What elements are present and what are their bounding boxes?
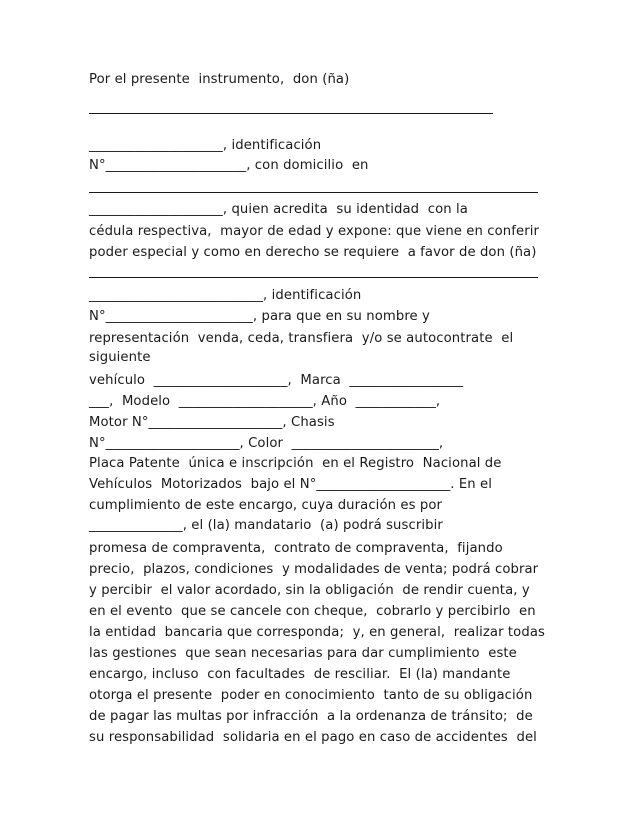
text-line-02: ____________________, identificación bbox=[89, 138, 322, 153]
blank-line-a bbox=[89, 113, 493, 114]
text-line-12: ___, Modelo ____________________, Año ____________, bbox=[89, 394, 441, 409]
text-line-04: ____________________, quien acredita su identidad con la bbox=[89, 202, 468, 217]
text-line-17: cumplimiento de este encargo, cuya duración es por bbox=[89, 498, 443, 513]
text-line-10: siguiente bbox=[89, 350, 151, 365]
text-line-14: N°____________________, Color ______________________, bbox=[89, 436, 444, 451]
text-line-01: Por el presente instrumento, don (ña) bbox=[89, 72, 350, 87]
text-line-18: ______________, el (la) mandatario (a) podrá suscribir bbox=[89, 518, 443, 533]
text-line-19: promesa de compraventa, contrato de compraventa, fijando bbox=[89, 541, 503, 556]
text-line-23: la entidad bancaria que corresponda; y, en general, realizar todas bbox=[89, 625, 545, 640]
blank-line-b bbox=[89, 192, 538, 193]
text-line-08: N°______________________, para que en su nombre y bbox=[89, 309, 430, 324]
text-line-16: Vehículos Motorizados bajo el N°____________________. En el bbox=[89, 477, 493, 492]
text-line-26: otorga el presente poder en conocimiento tanto de su obligación bbox=[89, 688, 533, 703]
text-line-13: Motor N°____________________, Chasis bbox=[89, 415, 335, 430]
text-line-27: de pagar las multas por infracción a la ordenanza de tránsito; de bbox=[89, 709, 533, 724]
text-line-07: __________________________, identificación bbox=[89, 288, 362, 303]
text-line-28: su responsabilidad solidaria en el pago en caso de accidentes del bbox=[89, 730, 537, 745]
text-line-21: y percibir el valor acordado, sin la obligación de rendir cuenta, y bbox=[89, 583, 530, 598]
text-line-25: encargo, incluso con facultades de resciliar. El (la) mandante bbox=[89, 667, 511, 682]
text-line-11: vehículo ____________________, Marca _________________ bbox=[89, 373, 464, 388]
text-line-06: poder especial y como en derecho se requiere a favor de don (ña) bbox=[89, 245, 537, 260]
text-line-05: cédula respectiva, mayor de edad y expone: que viene en conferir bbox=[89, 224, 540, 239]
blank-line-c bbox=[89, 277, 538, 278]
text-line-09: representación venda, ceda, transfiera y/o se autocontrate el bbox=[89, 331, 514, 346]
text-line-20: precio, plazos, condiciones y modalidades de venta; podrá cobrar bbox=[89, 562, 539, 577]
text-line-03: N°_____________________, con domicilio en bbox=[89, 158, 369, 173]
text-line-24: las gestiones que sean necesarias para dar cumplimiento este bbox=[89, 646, 517, 661]
text-line-15: Placa Patente única e inscripción en el Registro Nacional de bbox=[89, 456, 502, 471]
text-line-22: en el evento que se cancele con cheque, cobrarlo y percibirlo en bbox=[89, 604, 536, 619]
